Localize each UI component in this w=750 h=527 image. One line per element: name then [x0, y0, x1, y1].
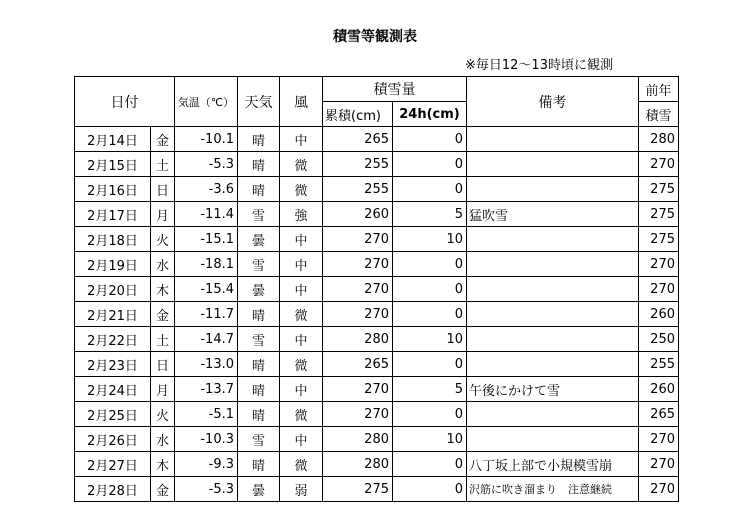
weekday-cell: 金: [151, 477, 175, 502]
weather-cell: 晴: [238, 127, 280, 152]
weather-cell: 曇: [238, 227, 280, 252]
weather-cell: 曇: [238, 277, 280, 302]
table-row: [75, 202, 679, 227]
cumulative-snow-cell: 280: [323, 452, 393, 477]
header-remarks: 備考: [467, 77, 639, 127]
weekday-cell: 日: [151, 177, 175, 202]
weekday-cell: 木: [151, 452, 175, 477]
header-date: 日付: [75, 77, 175, 127]
temperature-cell: -13.0: [175, 352, 238, 377]
remark-cell: 猛吹雪: [467, 202, 639, 227]
weekday-cell: 水: [151, 427, 175, 452]
snowfall-24h-cell: 0: [393, 452, 467, 477]
wind-cell: 微: [280, 177, 323, 202]
weekday-cell: 木: [151, 277, 175, 302]
cumulative-snow-cell: 275: [323, 477, 393, 502]
cumulative-snow-cell: 270: [323, 302, 393, 327]
header-24h: 24h(cm): [393, 102, 467, 127]
wind-cell: 強: [280, 202, 323, 227]
weather-cell: 雪: [238, 202, 280, 227]
wind-cell: 微: [280, 352, 323, 377]
table-row: [75, 252, 679, 277]
prev-year-snow-cell: 275: [639, 202, 679, 227]
header-wind: 風: [280, 77, 323, 127]
weekday-cell: 土: [151, 327, 175, 352]
remark-cell: [467, 277, 639, 302]
header-temp: 気温（℃）: [175, 77, 238, 127]
header-prev-year-line1: 前年: [639, 77, 679, 102]
cumulative-snow-cell: 260: [323, 202, 393, 227]
snowfall-24h-cell: 0: [393, 127, 467, 152]
wind-cell: 微: [280, 152, 323, 177]
cumulative-snow-cell: 280: [323, 427, 393, 452]
prev-year-snow-cell: 265: [639, 402, 679, 427]
temperature-cell: -10.1: [175, 127, 238, 152]
remark-cell: 沢筋に吹き溜まり 注意継続: [467, 477, 639, 502]
date-cell: 2月14日: [75, 127, 151, 152]
wind-cell: 微: [280, 452, 323, 477]
table-row: [75, 327, 679, 352]
prev-year-snow-cell: 255: [639, 352, 679, 377]
table-row: [75, 477, 679, 502]
date-cell: 2月17日: [75, 202, 151, 227]
snow-observation-table: [74, 76, 679, 502]
cumulative-snow-cell: 270: [323, 227, 393, 252]
date-cell: 2月24日: [75, 377, 151, 402]
snowfall-24h-cell: 0: [393, 277, 467, 302]
snowfall-24h-cell: 5: [393, 202, 467, 227]
weather-cell: 晴: [238, 452, 280, 477]
wind-cell: 中: [280, 252, 323, 277]
snowfall-24h-cell: 5: [393, 377, 467, 402]
temperature-cell: -5.3: [175, 477, 238, 502]
observation-note: ※毎日12～13時頃に観測: [465, 58, 613, 73]
date-cell: 2月23日: [75, 352, 151, 377]
snowfall-24h-cell: 10: [393, 227, 467, 252]
table-row: [75, 427, 679, 452]
page-title: 積雪等観測表: [333, 29, 417, 45]
wind-cell: 中: [280, 277, 323, 302]
table-row: [75, 177, 679, 202]
prev-year-snow-cell: 270: [639, 427, 679, 452]
wind-cell: 弱: [280, 477, 323, 502]
weather-cell: 晴: [238, 402, 280, 427]
temperature-cell: -11.4: [175, 202, 238, 227]
remark-cell: [467, 402, 639, 427]
remark-cell: [467, 227, 639, 252]
snowfall-24h-cell: 0: [393, 177, 467, 202]
table-row: [75, 377, 679, 402]
table-row: [75, 402, 679, 427]
prev-year-snow-cell: 270: [639, 277, 679, 302]
weekday-cell: 月: [151, 202, 175, 227]
wind-cell: 中: [280, 327, 323, 352]
remark-cell: [467, 177, 639, 202]
date-cell: 2月26日: [75, 427, 151, 452]
remark-cell: [467, 352, 639, 377]
weekday-cell: 月: [151, 377, 175, 402]
header-prev-year-line2: 積雪: [639, 102, 679, 127]
wind-cell: 中: [280, 227, 323, 252]
weekday-cell: 水: [151, 252, 175, 277]
table-row: [75, 152, 679, 177]
prev-year-snow-cell: 270: [639, 452, 679, 477]
weekday-cell: 日: [151, 352, 175, 377]
remark-cell: [467, 427, 639, 452]
header-row-top: [75, 77, 679, 102]
prev-year-snow-cell: 275: [639, 177, 679, 202]
snowfall-24h-cell: 0: [393, 402, 467, 427]
weather-cell: 晴: [238, 302, 280, 327]
table-body: [75, 127, 679, 502]
snowfall-24h-cell: 0: [393, 302, 467, 327]
weekday-cell: 土: [151, 152, 175, 177]
weather-cell: 晴: [238, 377, 280, 402]
weekday-cell: 火: [151, 227, 175, 252]
cumulative-snow-cell: 270: [323, 402, 393, 427]
weather-cell: 雪: [238, 252, 280, 277]
date-cell: 2月21日: [75, 302, 151, 327]
header-weather: 天気: [238, 77, 280, 127]
temperature-cell: -14.7: [175, 327, 238, 352]
header-cumulative: 累積(cm): [323, 102, 393, 127]
date-cell: 2月28日: [75, 477, 151, 502]
date-cell: 2月15日: [75, 152, 151, 177]
prev-year-snow-cell: 260: [639, 377, 679, 402]
weather-cell: 雪: [238, 427, 280, 452]
table-row: [75, 127, 679, 152]
cumulative-snow-cell: 255: [323, 177, 393, 202]
cumulative-snow-cell: 280: [323, 327, 393, 352]
prev-year-snow-cell: 275: [639, 227, 679, 252]
temperature-cell: -18.1: [175, 252, 238, 277]
date-cell: 2月27日: [75, 452, 151, 477]
wind-cell: 微: [280, 302, 323, 327]
prev-year-snow-cell: 250: [639, 327, 679, 352]
temperature-cell: -15.1: [175, 227, 238, 252]
weather-cell: 晴: [238, 352, 280, 377]
snowfall-24h-cell: 0: [393, 477, 467, 502]
remark-cell: [467, 252, 639, 277]
table-row: [75, 302, 679, 327]
temperature-cell: -5.1: [175, 402, 238, 427]
date-cell: 2月19日: [75, 252, 151, 277]
temperature-cell: -5.3: [175, 152, 238, 177]
prev-year-snow-cell: 280: [639, 127, 679, 152]
date-cell: 2月18日: [75, 227, 151, 252]
prev-year-snow-cell: 260: [639, 302, 679, 327]
remark-cell: 午後にかけて雪: [467, 377, 639, 402]
weekday-cell: 金: [151, 302, 175, 327]
snowfall-24h-cell: 0: [393, 352, 467, 377]
weather-cell: 晴: [238, 152, 280, 177]
table-row: [75, 452, 679, 477]
temperature-cell: -3.6: [175, 177, 238, 202]
remark-cell: [467, 152, 639, 177]
remark-cell: [467, 302, 639, 327]
date-cell: 2月20日: [75, 277, 151, 302]
header-snow-amount: 積雪量: [323, 77, 467, 102]
snowfall-24h-cell: 0: [393, 252, 467, 277]
wind-cell: 中: [280, 377, 323, 402]
table-row: [75, 352, 679, 377]
temperature-cell: -9.3: [175, 452, 238, 477]
wind-cell: 中: [280, 127, 323, 152]
temperature-cell: -15.4: [175, 277, 238, 302]
temperature-cell: -13.7: [175, 377, 238, 402]
cumulative-snow-cell: 265: [323, 127, 393, 152]
temperature-cell: -11.7: [175, 302, 238, 327]
cumulative-snow-cell: 270: [323, 377, 393, 402]
prev-year-snow-cell: 270: [639, 152, 679, 177]
prev-year-snow-cell: 270: [639, 477, 679, 502]
weekday-cell: 火: [151, 402, 175, 427]
weekday-cell: 金: [151, 127, 175, 152]
snowfall-24h-cell: 10: [393, 327, 467, 352]
cumulative-snow-cell: 270: [323, 252, 393, 277]
table-row: [75, 277, 679, 302]
cumulative-snow-cell: 255: [323, 152, 393, 177]
weather-cell: 雪: [238, 327, 280, 352]
weather-cell: 晴: [238, 177, 280, 202]
remark-cell: 八丁坂上部で小規模雪崩: [467, 452, 639, 477]
snowfall-24h-cell: 0: [393, 152, 467, 177]
remark-cell: [467, 327, 639, 352]
date-cell: 2月16日: [75, 177, 151, 202]
prev-year-snow-cell: 270: [639, 252, 679, 277]
table-row: [75, 227, 679, 252]
date-cell: 2月22日: [75, 327, 151, 352]
wind-cell: 中: [280, 427, 323, 452]
wind-cell: 微: [280, 402, 323, 427]
cumulative-snow-cell: 265: [323, 352, 393, 377]
weather-cell: 曇: [238, 477, 280, 502]
date-cell: 2月25日: [75, 402, 151, 427]
remark-cell: [467, 127, 639, 152]
cumulative-snow-cell: 270: [323, 277, 393, 302]
temperature-cell: -10.3: [175, 427, 238, 452]
snowfall-24h-cell: 10: [393, 427, 467, 452]
